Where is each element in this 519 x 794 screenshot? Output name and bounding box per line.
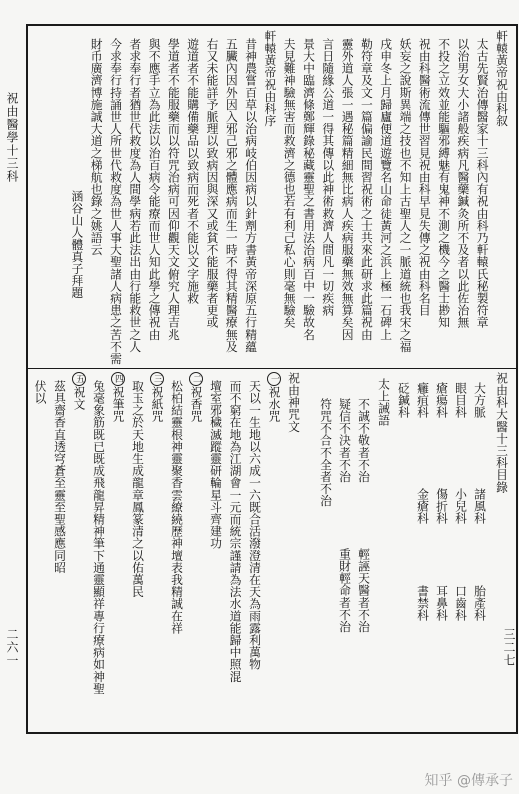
section-number-mark: 二	[189, 372, 203, 386]
preface-column: 軒轅黃帝祝由科序	[262, 30, 277, 127]
toc-item: 傷折科	[434, 488, 449, 525]
toc-item: 書禁科	[415, 585, 430, 622]
toc-item: 大方脈	[472, 382, 487, 419]
incantation-heading	[72, 372, 87, 410]
incantation-text: 伏以	[33, 380, 47, 405]
preface-column: 五臟內因外因入邪己邪之體應病而生一時不得其精醫療無及	[224, 38, 239, 353]
incantation-text: 祝筆咒	[111, 386, 125, 423]
preface-column: 言日隨緣公道一得其傳以此神術救濟人間凡一切疾病	[320, 38, 335, 317]
toc-item: 小兒科	[453, 488, 468, 525]
incantation-line	[286, 372, 301, 433]
preface-column: 夫見難神驗無害而救濟之德也若有利己私心則毫無驗矣	[282, 38, 297, 329]
incantation-text: 祝由神咒文	[286, 372, 301, 433]
section-number-mark: 一	[267, 372, 281, 386]
toc-subtitle: 太上誡語	[376, 378, 391, 427]
preface-column: 財币廣濟博施誠大道之梯航也錄之姚語云	[89, 38, 104, 256]
toc-item: 瘡瘍科	[434, 382, 449, 419]
incantation-text: 祝文	[72, 386, 86, 411]
toc-item: 諸風科	[472, 488, 487, 525]
incantation-text: 祝紙咒	[150, 386, 164, 423]
incantation-line	[52, 380, 67, 574]
incantation-heading	[267, 372, 282, 422]
incantation-line	[130, 380, 145, 598]
incantation-text: 天以一生地以六成一六既合活潑澄清在天為雨露利萬物	[247, 380, 262, 671]
toc-item: 眼目科	[453, 382, 468, 419]
section-divider	[26, 368, 518, 369]
toc-title: 祝由科大醫十三科目錄	[494, 372, 509, 493]
toc-item: 耳鼻科	[434, 585, 449, 622]
incantation-line	[228, 380, 243, 683]
toc-item: 癰疽科	[415, 382, 430, 419]
toc-item: 金瘡科	[415, 488, 430, 525]
incantation-line	[169, 380, 184, 634]
section-number-mark: 四	[111, 372, 125, 386]
incantation-text: 壇室邪穢滅蹤靈研輪星斗齊建功	[208, 380, 223, 550]
preface-column: 右又未能詳予脈理以致病因與深又或貧不能服藥者更或	[205, 38, 219, 329]
toc-item: 砭鍼科	[396, 382, 411, 419]
maxim-line: 輕誣天醫者不治	[356, 548, 371, 633]
incantation-text: 而不窮在地為江湖會一元而統宗謹請為法水道能歸中照混	[228, 380, 242, 683]
preface-column: 不投之立效並能驅邪縛魅有鬼神不測之機今之醫士尠知	[436, 38, 451, 329]
section-number-mark: 五	[72, 372, 86, 386]
incantation-text: 祝水咒	[267, 386, 281, 423]
preface-column: 妖妄之說斯異端之技也不知上古聖人之一脈道統也我宋之福	[398, 38, 412, 353]
incantation-line	[208, 380, 223, 549]
margin-page-right: 三二七	[502, 628, 516, 667]
preface-column: 者求奉行者猶世代救度為人間學病若此法出由行能救世之人	[127, 38, 142, 353]
maxim-line: 疑信不決者不治	[337, 398, 352, 483]
incantation-text: 松柏結靈根神靈聚香雲繚繞歷神壇表我精誠在祥	[169, 380, 184, 635]
preface-column: 學道者不能服藥而以符咒治病可因仰觀天文俯究人理吉兆	[166, 38, 181, 341]
preface-column: 遊道者不能購備藥品以致病而死者不能以文字施救	[185, 38, 200, 305]
incantation-heading	[150, 372, 165, 422]
incantation-text: 祝香咒	[189, 386, 203, 423]
preface-column: 涵谷山人體真子拜題	[69, 190, 84, 299]
preface-column: 勒符章及文一篇偏諭民間習祝術之士共來此研求此篇祝由	[359, 38, 374, 341]
incantation-heading	[111, 372, 126, 422]
margin-page-left: 二六一	[5, 628, 19, 667]
preface-column: 祝由科醫術流傳世習見祝由科早見失傳之祝由科名目	[417, 38, 432, 317]
incantation-text: 取玉之於天地生成龍章鳳篆清之以佑萬民	[130, 380, 145, 598]
margin-title-left: 祝由醫學十三科	[5, 92, 19, 183]
preface-column: 景大中臨濟條鄭輝錄秘藏靈聖之書用法治病百中一驗故名	[301, 38, 316, 341]
incantation-line	[33, 380, 48, 404]
maxim-line: 不誠不敬者不治	[356, 398, 371, 483]
toc-item: 口齒科	[453, 585, 468, 622]
maxim-line: 符咒不合不全者不治	[318, 398, 333, 507]
preface-column: 與不應手立為此法以治百病令能療而世人知此學之傳祝由	[147, 38, 162, 341]
preface-column: 太古先賢治傳醫家十三科內有祝由科乃軒轅氏秘製符章	[475, 38, 490, 329]
incantation-heading	[189, 372, 204, 422]
incantation-text: 兔毫象筋既已既成飛龍昇精神筆下通靈顯祥專行療病如神聖	[91, 380, 106, 695]
maxim-line: 重財輕命者不治	[337, 548, 352, 633]
preface-column: 戌申冬上月歸廬便道遊覽名山命徒黃河之浜上極一石碑上	[378, 38, 393, 341]
preface-column: 軒轅黃帝祝由科叙	[494, 30, 509, 127]
preface-column: 昔神農嘗百草以治病岐伯因病以針劑方書黃帝深原五行精蘊	[243, 38, 258, 353]
incantation-line	[91, 380, 106, 695]
preface-column: 靈外道人張一遇秘篇精細無比病人疾病服藥無效無算矣因	[340, 38, 355, 341]
incantation-text: 茲具齋香直透穹蒼至靈至聖感應同昭	[52, 380, 67, 574]
watermark: 知乎 @傳承子	[424, 773, 513, 789]
incantation-line	[247, 380, 262, 670]
preface-column: 今求奉行持誦世人所世代救度為世人事大聖諸人病患之苦不需	[108, 38, 123, 365]
toc-item: 胎產科	[472, 585, 487, 622]
section-number-mark: 三	[150, 372, 164, 386]
preface-column: 以治男女大小諸般疾病凡醫藥鍼灸所不及者以此佐治無	[455, 38, 470, 329]
